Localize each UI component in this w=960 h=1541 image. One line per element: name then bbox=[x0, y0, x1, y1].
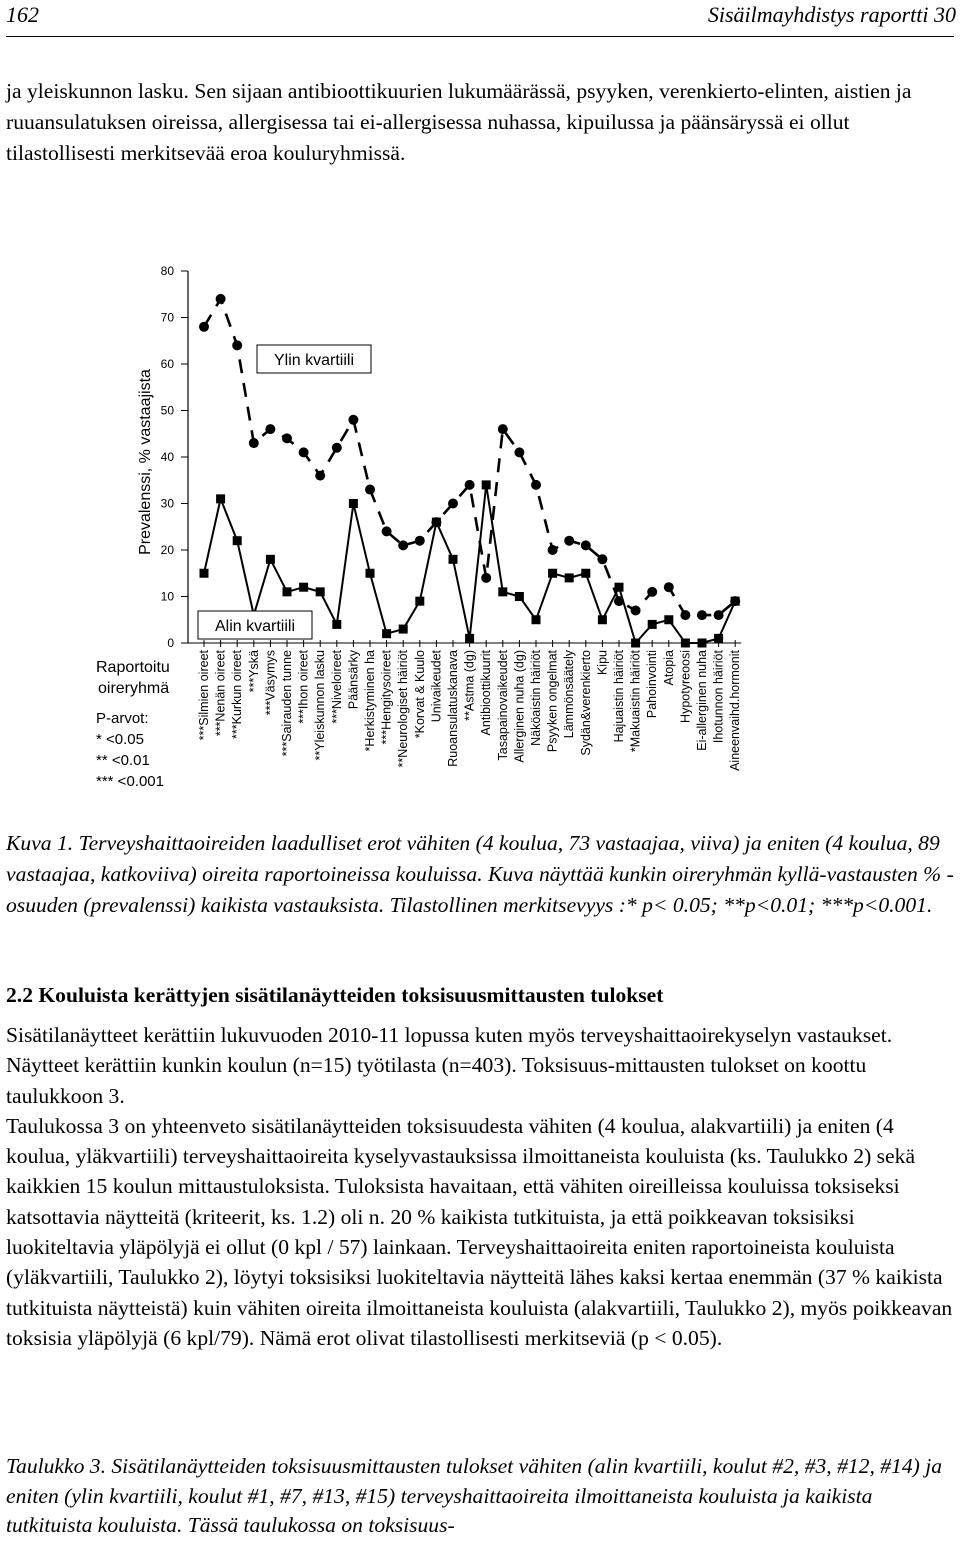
x-tick-label: Ihotunnon häiriöt bbox=[711, 650, 726, 744]
upper-quartile-point bbox=[232, 340, 242, 350]
page-number: 162 bbox=[6, 2, 39, 27]
running-title: Sisäilmayhdistys raportti 30 bbox=[707, 2, 956, 27]
y-tick-label: 30 bbox=[160, 496, 174, 511]
lower-quartile-point bbox=[332, 620, 341, 629]
lower-quartile-point bbox=[515, 592, 524, 601]
y-tick-label: 60 bbox=[160, 357, 174, 371]
x-tick-label: **Yleiskunnon lasku bbox=[313, 650, 328, 761]
lower-quartile-point bbox=[498, 587, 507, 596]
upper-quartile-point bbox=[365, 485, 375, 495]
table-caption: Taulukko 3. Sisätilanäytteiden toksisuusmittausten tulokset vähiten (alin kvartiili, koulut #2, #3, #12, #14) ja eniten (ylin kvartiili, koulut #1, #7, #13, #15) terveyshaittaoireita ilmoittaneista kouluista ja kaikista tutkituista kouluista. Tässä taulukossa on toksisuus- bbox=[6, 1454, 943, 1537]
upper-quartile-point bbox=[498, 424, 508, 434]
upper-quartile-point bbox=[398, 540, 408, 550]
lower-quartile-point bbox=[266, 555, 275, 564]
x-tick-label: *Korvat & Kuulo bbox=[412, 650, 427, 739]
upper-quartile-point bbox=[216, 294, 226, 304]
lower-quartile-point bbox=[581, 569, 590, 578]
x-tick-label: Psyyken ongelmat bbox=[545, 650, 560, 753]
lower-quartile-point bbox=[200, 569, 209, 578]
lower-quartile-point bbox=[382, 629, 391, 638]
y-axis-title: Prevalenssi, % vastaajista bbox=[137, 369, 154, 555]
x-tick-label: Kipu bbox=[595, 650, 610, 676]
lower-quartile-point bbox=[631, 639, 640, 648]
x-axis-title-line-1: Raportoitu bbox=[96, 659, 170, 676]
upper-quartile-point bbox=[664, 582, 674, 592]
x-tick-label: Univaikeudet bbox=[429, 650, 444, 723]
lower-quartile-point bbox=[532, 615, 541, 624]
p-value-legend-line: *** <0.001 bbox=[96, 773, 164, 790]
p-value-legend-line: P-arvot: bbox=[96, 710, 149, 727]
x-tick-label: Hajuaistin häiriöt bbox=[612, 650, 626, 743]
x-tick-label: Sydän&verenkierto bbox=[578, 650, 593, 756]
x-tick-label: **Astma (dg) bbox=[462, 650, 477, 721]
upper-quartile-point bbox=[348, 415, 358, 425]
x-tick-label: Hypotyreoosi bbox=[678, 650, 693, 723]
x-tick-label: Allerginen nuha (dg) bbox=[512, 650, 527, 763]
paragraph-2: Taulukossa 3 on yhteenveto sisätilanäytteiden toksisuudesta vähiten (4 koulua, alakvartiili) ja eniten (4 koulua, yläkvartiili) terveyshaittaoireita kyselyvastauksissa ilmoittaneista kouluista (ks. Taulukko 2) sekä kaikkien 15 koulun mittaustuloksista. Tuloksista havaitaan, että vähiten oireilleissa kouluissa toksiseksi katsottavia näytteitä (kriteerit, ks. 1.2) oli n. 20 % kaikista tutkituista, ja että poikkeavan toksisiksi luokiteltavia yläpölyjä ei ollut (0 kpl / 57) lainkaan. Terveyshaittaoireita eniten raportoineista kouluista (yläkvartiili, Taulukko 2), löytyi toksisiksi luokiteltavia näytteitä lähes kaksi kertaa enemmän (37 % kaikista tutkituista näytteistä) kuin vähiten oireita ilmoittaneista kouluista (alakvartiili, Taulukko 2), myös poikkeavan toksisia yläpölyjä (6 kpl/79). Nämä erot olivat tilastollisesti merkitseviä (p < 0.05). bbox=[6, 1113, 953, 1350]
upper-quartile-point bbox=[514, 447, 524, 457]
lower-quartile-point bbox=[648, 620, 657, 629]
upper-quartile-point bbox=[631, 605, 641, 615]
x-tick-label: Näköaistin häiriöt bbox=[529, 650, 543, 746]
lower-quartile-point bbox=[366, 569, 375, 578]
x-tick-label: Atopia bbox=[661, 650, 676, 686]
lower-quartile-point bbox=[283, 587, 292, 596]
upper-quartile-point bbox=[249, 438, 259, 448]
lower-quartile-point bbox=[615, 583, 624, 592]
upper-quartile-point bbox=[581, 540, 591, 550]
upper-quartile-point bbox=[697, 610, 707, 620]
upper-quartile-point bbox=[199, 322, 209, 332]
x-tick-label: Ruoansulatuskanava bbox=[446, 650, 460, 767]
header-rule bbox=[6, 36, 954, 37]
upper-quartile-point bbox=[299, 447, 309, 457]
lower-quartile-point bbox=[482, 480, 491, 489]
upper-quartile-point bbox=[448, 499, 458, 509]
x-axis-title-line-2: oireryhmä bbox=[98, 680, 170, 697]
x-tick-label: ***Kurkun oireet bbox=[230, 650, 245, 739]
y-tick-label: 50 bbox=[160, 403, 174, 418]
lower-quartile-point bbox=[216, 494, 225, 503]
x-tick-label: Antibioottikuurit bbox=[479, 650, 494, 736]
upper-quartile-point bbox=[332, 443, 342, 453]
x-tick-label: ***Silmien oireet bbox=[197, 650, 211, 741]
lower-quartile-point bbox=[349, 499, 358, 508]
upper-quartile-point bbox=[647, 587, 657, 597]
x-tick-label: **Neurologiset häiriöt bbox=[396, 650, 411, 768]
x-tick-label: ***Niveloireet bbox=[329, 650, 344, 724]
upper-quartile-point bbox=[680, 610, 690, 620]
lower-quartile-point bbox=[449, 555, 458, 564]
x-tick-label: Lämmönsäätely bbox=[562, 650, 577, 739]
p-value-legend-line: * <0.05 bbox=[96, 731, 144, 748]
paragraph-1: Sisätilanäytteet kerättiin lukuvuoden 2010-11 lopussa kuten myös terveyshaittaoirekyselyn vastaukset. Näytteet kerättiin kunkin koulun (n=15) työtilasta (n=403). Toksisuus-mittausten tulokset on koottu taulukkoon 3. bbox=[6, 1023, 893, 1108]
upper-quartile-point bbox=[265, 424, 275, 434]
lower-quartile-point bbox=[664, 615, 673, 624]
upper-quartile-point bbox=[415, 536, 425, 546]
y-tick-label: 0 bbox=[167, 636, 174, 650]
lower-quartile-point bbox=[316, 587, 325, 596]
x-tick-label: Aineenvaihd.hormonit bbox=[728, 650, 743, 771]
y-tick-label: 40 bbox=[160, 450, 174, 464]
prevalence-line-chart bbox=[0, 255, 960, 815]
x-tick-label: ***Hengitysoireet bbox=[379, 650, 394, 745]
upper-quartile-point bbox=[481, 573, 491, 583]
lower-quartile-point bbox=[598, 615, 607, 624]
x-tick-label: ***Ihon oireet bbox=[296, 650, 311, 724]
lower-quartile-point bbox=[714, 634, 723, 643]
y-tick-label: 10 bbox=[160, 589, 174, 604]
lower-quartile-point bbox=[565, 573, 574, 582]
upper-quartile-point bbox=[564, 536, 574, 546]
lower-quartile-point bbox=[548, 569, 557, 578]
lower-series-label: Alin kvartiili bbox=[214, 618, 296, 635]
section-heading: 2.2 Kouluista kerättyjen sisätilanäytteiden toksisuusmittausten tulokset bbox=[6, 983, 664, 1007]
intro-paragraph: ja yleiskunnon lasku. Sen sijaan antibioottikuurien lukumäärässä, psyyken, verenkierto-elinten, aistien ja ruuansulatuksen oireissa, allergisessa tai ei-allergisessa nuhassa, kipuilussa ja päänsäryssä ei ollut tilastollisesti merkitsevää eroa kouluryhmissä. bbox=[6, 79, 912, 165]
y-tick-label: 70 bbox=[160, 310, 174, 325]
upper-quartile-point bbox=[548, 545, 558, 555]
body-text bbox=[6, 1020, 956, 1353]
x-tick-label: Päänsärky bbox=[346, 650, 361, 710]
upper-quartile-point bbox=[282, 433, 292, 443]
upper-quartile-point bbox=[597, 554, 607, 564]
lower-quartile-point bbox=[415, 597, 424, 606]
upper-quartile-point bbox=[714, 610, 724, 620]
lower-quartile-point bbox=[432, 518, 441, 527]
x-tick-label: ***Sairauden tunne bbox=[280, 650, 294, 757]
x-tick-label: Pahoinvointi bbox=[645, 650, 660, 719]
y-tick-label: 80 bbox=[160, 264, 174, 278]
x-tick-label: *Makuaistin häiriöt bbox=[628, 650, 643, 753]
x-tick-label: Tasapainovaikeudet bbox=[495, 650, 510, 761]
x-tick-label: ***Yskä bbox=[246, 650, 261, 693]
p-value-legend-line: ** <0.01 bbox=[96, 752, 150, 769]
lower-quartile-point bbox=[299, 583, 308, 592]
figure-caption: Kuva 1. Terveyshaittaoireiden laadulliset erot vähiten (4 koulua, 73 vastaajaa, viiva) ja eniten (4 koulua, 89 vastaajaa, katkoviiva) oireita raportoineissa kouluissa. Kuva näyttää kunkin oireryhmän kyllä-vastausten % -osuuden (prevalenssi) kaikista vastauksista. Tilastollinen merkitsevyys :* p< 0.05; **p<0.01; ***p<0.001. bbox=[6, 831, 954, 917]
lower-quartile-point bbox=[731, 597, 740, 606]
lower-quartile-point bbox=[233, 536, 242, 545]
page-header bbox=[6, 2, 956, 36]
x-tick-label: *Herkistyminen ha bbox=[363, 650, 377, 752]
lower-quartile-point bbox=[681, 639, 690, 648]
y-tick-label: 20 bbox=[160, 543, 174, 557]
upper-quartile-point bbox=[531, 480, 541, 490]
lower-quartile-point bbox=[698, 639, 707, 648]
upper-quartile-point bbox=[465, 480, 475, 490]
upper-series-label: Ylin kvartiili bbox=[273, 352, 355, 369]
upper-quartile-point bbox=[382, 526, 392, 536]
lower-quartile-point bbox=[399, 625, 408, 634]
x-tick-label: Ei-allerginen nuha bbox=[695, 650, 709, 751]
upper-quartile-point bbox=[315, 471, 325, 481]
x-tick-label: ***Nenän oireet bbox=[213, 650, 228, 737]
x-tick-label: ***Väsymys bbox=[263, 650, 278, 716]
lower-quartile-point bbox=[465, 634, 474, 643]
